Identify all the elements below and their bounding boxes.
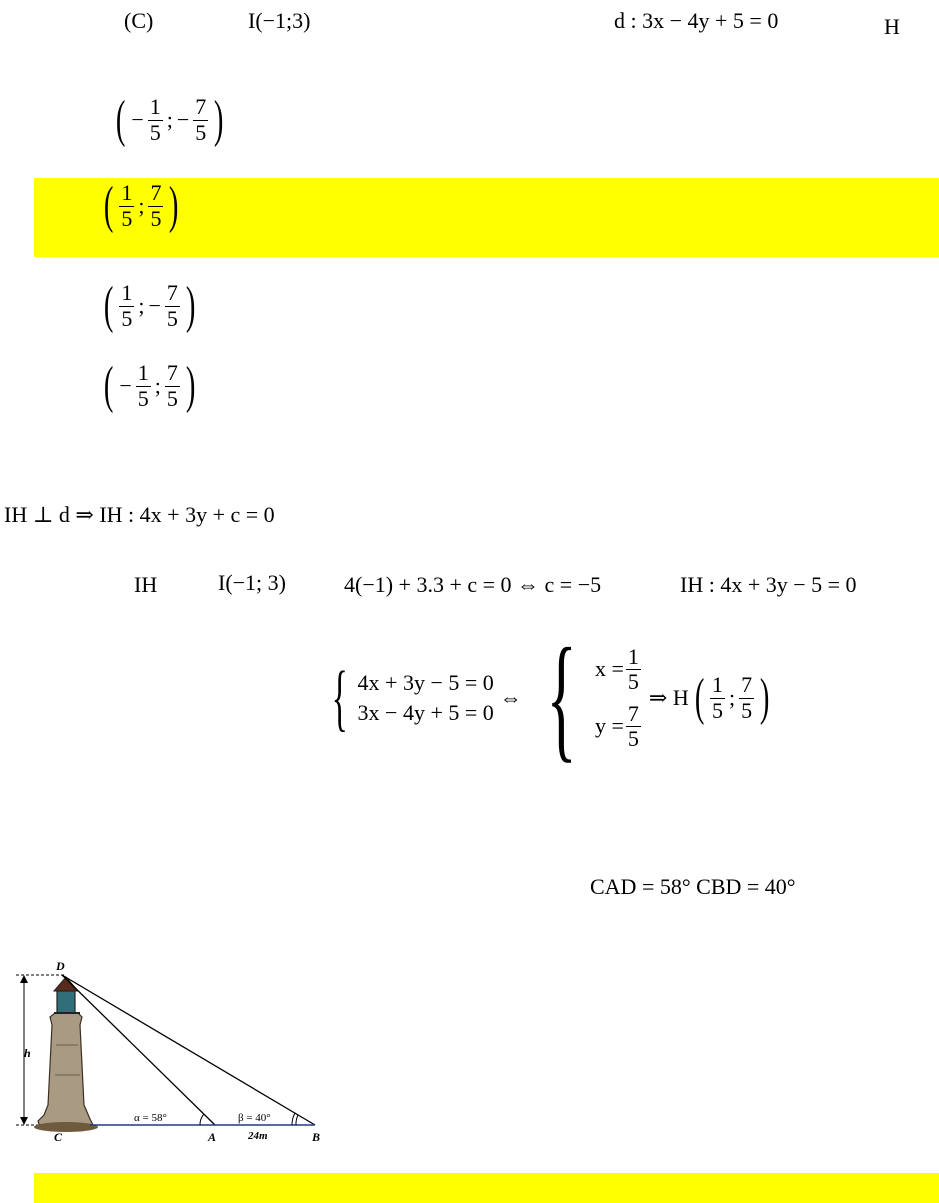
solution-step-1: IH ⊥ d ⇒ IH : 4x + 3y + c = 0 (4, 502, 275, 527)
label-c: C (54, 1130, 63, 1144)
result-point: ( $\frac{1}{5}$ ; $\frac{7}{5}$ ) (694, 669, 770, 726)
option-b[interactable]: ( $\frac{1}{5}$ ; $\frac{7}{5}$ ) (103, 177, 179, 234)
given-point: I(−1;3) (248, 8, 311, 33)
option-x-fraction: $\frac{1}{5}$ (137, 360, 149, 411)
equation-system (322, 620, 774, 775)
option-x-fraction: $\frac{1}{5}$ (121, 180, 133, 231)
option-sign-x: − (119, 373, 132, 398)
label-h: h (24, 1046, 31, 1060)
option-y-fraction: $\frac{7}{5}$ (150, 180, 162, 231)
option-y-fraction: $\frac{7}{5}$ (166, 280, 178, 331)
x-solution: x = $\frac{1}{5}$ (594, 643, 639, 694)
label-a: A (208, 1130, 217, 1144)
angle-statement: CAD = 58° CBD = 40° (590, 874, 796, 899)
option-sign-y: − (148, 293, 161, 318)
given-line: d : 3x − 4y + 5 = 0 (614, 8, 779, 33)
left-brace: { (331, 657, 348, 739)
left-brace: { (546, 620, 577, 775)
option-sign-x: − (131, 107, 144, 132)
result-point-label: ⇒ H (648, 685, 689, 710)
option-d[interactable]: ( − $\frac{1}{5}$ ; $\frac{7}{5}$ ) (103, 357, 196, 414)
lighthouse-figure (10, 955, 340, 1150)
label-distance: 24m (248, 1130, 268, 1142)
option-x-fraction: $\frac{1}{5}$ (149, 94, 161, 145)
system-equation-2: 3x − 4y + 5 = 0 (357, 700, 494, 725)
solution-step-2-substitution: 4(−1) + 3.3 + c = 0 ⇔ c = −5 (344, 572, 602, 597)
solution-step-2-line: IH (134, 572, 158, 597)
target-point: H (884, 14, 900, 39)
option-sign-y: − (176, 107, 190, 132)
option-y-fraction: $\frac{7}{5}$ (195, 94, 207, 145)
solution-step-2-point: I(−1; 3) (218, 570, 286, 595)
option-y-fraction: $\frac{7}{5}$ (166, 360, 178, 411)
solution-step-2-result: IH : 4x + 3y − 5 = 0 (680, 572, 857, 597)
label-alpha: α = 58° (134, 1112, 167, 1124)
y-solution: y = $\frac{7}{5}$ (594, 701, 639, 752)
lighthouse-lamp (57, 991, 75, 1013)
label-beta: β = 40° (238, 1112, 271, 1124)
system-equation-1: 4x + 3y − 5 = 0 (357, 670, 494, 696)
label-d: D (56, 959, 65, 973)
equivalence-symbol: ⇔ (499, 685, 522, 710)
question-label: (C) (124, 8, 154, 33)
option-c[interactable]: ( $\frac{1}{5}$ ; − $\frac{7}{5}$ ) (103, 277, 196, 334)
option-a[interactable]: ( − $\frac{1}{5}$ ; − $\frac{7}{5}$ ) (115, 91, 224, 148)
lighthouse-tower (38, 1013, 94, 1127)
bottom-highlight (34, 1173, 939, 1203)
option-x-fraction: $\frac{1}{5}$ (121, 280, 133, 331)
label-b: B (312, 1130, 321, 1144)
